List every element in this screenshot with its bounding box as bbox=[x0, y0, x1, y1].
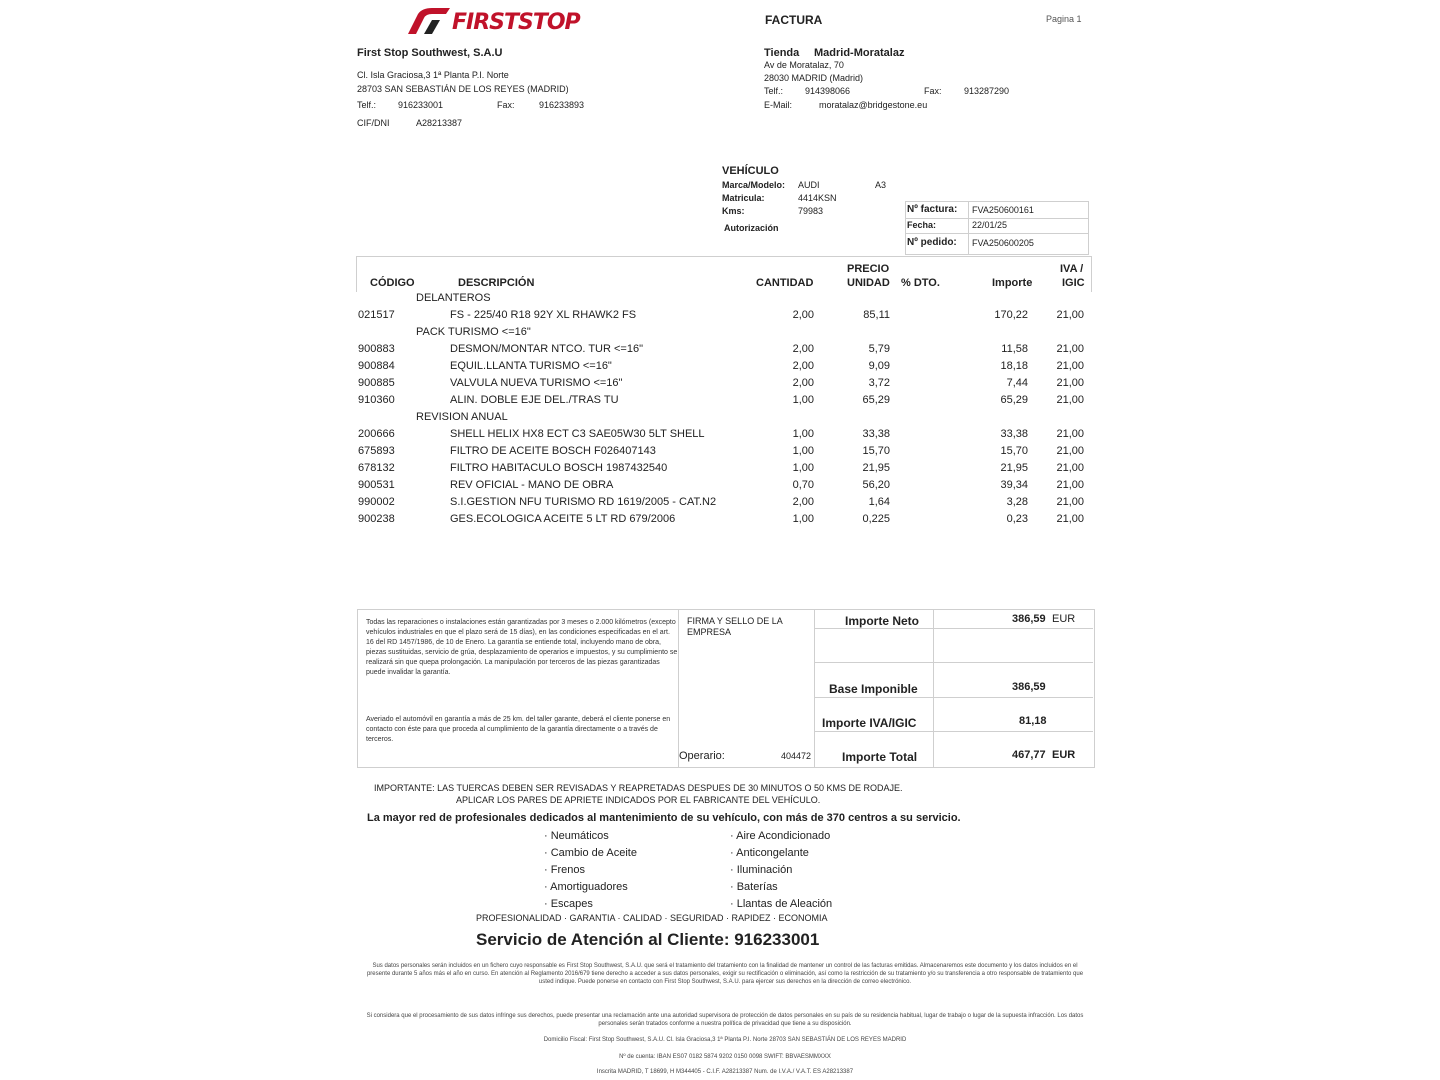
item-description: S.I.GESTION NFU TURISMO RD 1619/2005 - CAT.N2 bbox=[450, 496, 717, 508]
table-row bbox=[356, 358, 1092, 375]
item-code: 021517 bbox=[358, 309, 395, 321]
item-amount: 39,34 bbox=[1000, 479, 1028, 491]
table-row-group bbox=[356, 290, 1092, 307]
item-description: DESMON/MONTAR NTCO. TUR <=16" bbox=[450, 343, 643, 355]
item-description: GES.ECOLOGICA ACEITE 5 LT RD 679/2006 bbox=[450, 513, 676, 525]
operator-label: Operario: bbox=[679, 750, 725, 762]
item-description: SHELL HELIX HX8 ECT C3 SAE05W30 5LT SHELL bbox=[450, 428, 705, 440]
legal-fiscal-address: Domicilio Fiscal: First Stop Southwest, S.A.U. Cl. Isla Graciosa,3 1ª Planta P.I. Norte 28703 SAN SEBASTIÁN DE LOS REYES MADRID bbox=[543, 1037, 907, 1043]
item-price: 21,95 bbox=[862, 462, 890, 474]
item-quantity: 2,00 bbox=[792, 309, 814, 321]
net-amount: 386,59 bbox=[1012, 613, 1046, 625]
item-quantity: 1,00 bbox=[792, 394, 814, 406]
legal-complaint-text: Si considera que el procesamiento de sus datos infringe sus derechos, puede presentar una reclamación ante una autoridad supervisora de protección de datos personales en su país de su residencia habitual, lugar de trabajo o lugar de la supuesta infracción. Los datos personales serán tratados conforme a nuestra política de privacidad que tiene a su disposición. bbox=[366, 1013, 1084, 1027]
invoice-number-label: Nº factura: bbox=[907, 204, 958, 215]
store-tel: 914398066 bbox=[805, 86, 851, 96]
services-list-right bbox=[730, 828, 832, 913]
table-row-group bbox=[356, 324, 1092, 341]
firststop-logo-icon bbox=[404, 6, 452, 36]
item-code: 900885 bbox=[358, 377, 395, 389]
legal-registry: Inscrita MADRID, T 18699, H M344405 - C.I.F. A28213387 Num. de I.V.A./ V.A.T. ES A28213387 bbox=[596, 1069, 854, 1075]
item-quantity: 1,00 bbox=[792, 513, 814, 525]
values-line: PROFESIONALIDAD · GARANTIA · CALIDAD · SEGURIDAD · RAPIDEZ · ECONOMIA bbox=[476, 913, 828, 923]
company-tel-label: Telf.: bbox=[357, 100, 377, 110]
total-amount-label: Importe Total bbox=[842, 750, 918, 764]
header-price-line1: PRECIO bbox=[847, 263, 890, 275]
store-address-1: Av de Moratalaz, 70 bbox=[764, 60, 844, 70]
header-price-line2: UNIDAD bbox=[847, 277, 890, 289]
important-notice-2: APLICAR LOS PARES DE APRIETE INDICADOS POR EL FABRICANTE DEL VEHÍCULO. bbox=[456, 795, 821, 805]
item-amount: 170,22 bbox=[994, 309, 1028, 321]
tax-base-label: Base Imponible bbox=[829, 682, 918, 696]
group-label: PACK TURISMO <=16" bbox=[416, 326, 531, 338]
item-quantity: 2,00 bbox=[792, 360, 814, 372]
total-amount: 467,77 bbox=[1012, 749, 1046, 761]
header-quantity: CANTIDAD bbox=[756, 277, 814, 289]
item-amount: 18,18 bbox=[1000, 360, 1028, 372]
list-item: · Iluminación bbox=[730, 864, 793, 876]
tax-amount: 81,18 bbox=[1019, 715, 1047, 727]
item-price: 1,64 bbox=[868, 496, 890, 508]
group-label: DELANTEROS bbox=[416, 292, 491, 304]
item-description: VALVULA NUEVA TURISMO <=16" bbox=[450, 377, 623, 389]
item-amount: 33,38 bbox=[1000, 428, 1028, 440]
item-iva: 21,00 bbox=[1056, 377, 1084, 389]
item-code: 900238 bbox=[358, 513, 395, 525]
store-address-2: 28030 MADRID (Madrid) bbox=[764, 73, 864, 83]
items-table-body bbox=[356, 290, 1092, 528]
item-quantity: 1,00 bbox=[792, 428, 814, 440]
item-iva: 21,00 bbox=[1056, 343, 1084, 355]
store-fax: 913287290 bbox=[964, 86, 1010, 96]
invoice-date: 22/01/25 bbox=[972, 220, 1008, 230]
item-code: 910360 bbox=[358, 394, 395, 406]
vehicle-km-label: Kms: bbox=[722, 206, 745, 216]
company-cif: A28213387 bbox=[416, 118, 463, 128]
table-row bbox=[356, 341, 1092, 358]
item-iva: 21,00 bbox=[1056, 479, 1084, 491]
item-quantity: 2,00 bbox=[792, 377, 814, 389]
item-price: 56,20 bbox=[862, 479, 890, 491]
vehicle-plate: 4414KSN bbox=[798, 193, 837, 203]
item-price: 5,79 bbox=[868, 343, 890, 355]
header-description: DESCRIPCIÓN bbox=[458, 277, 535, 289]
table-row bbox=[356, 511, 1092, 528]
item-price: 15,70 bbox=[862, 445, 890, 457]
item-code: 678132 bbox=[358, 462, 395, 474]
header-amount: Importe bbox=[992, 277, 1033, 289]
legal-privacy-text: Sus datos personales serán incluidos en un fichero cuyo responsable es First Stop Southwest, S.A.U. que será el tratamiento del tratamiento con la finalidad de mantener un control de las facturas emitidas. Almacenaremos este documento y los datos incluidos en el presente durante 5 años más el año en curso. En atención al Reglamento 2016/679 tiene derecho a acceder a sus datos personales, exigir su rectificación o eliminación, así como la restricción de su tratamiento y/o su transferencia a otro responsable de tratamiento que usted indique. Puede ponerse en contacto con First Stop Southwest, S.A.U. para ejercer sus derechos en la dirección de correo electrónico. bbox=[366, 963, 1084, 985]
item-iva: 21,00 bbox=[1056, 309, 1084, 321]
order-number: FVA250600205 bbox=[972, 238, 1034, 248]
table-row bbox=[356, 375, 1092, 392]
item-price: 9,09 bbox=[868, 360, 890, 372]
item-iva: 21,00 bbox=[1056, 513, 1084, 525]
item-amount: 7,44 bbox=[1006, 377, 1028, 389]
legal-bank-account: Nº de cuenta: IBAN ES07 0182 5874 9202 0150 0098 SWIFT: BBVAESMMXXX bbox=[619, 1054, 831, 1060]
vehicle-plate-label: Matricula: bbox=[722, 193, 765, 203]
operator-id: 404472 bbox=[781, 751, 812, 761]
table-row bbox=[356, 494, 1092, 511]
item-code: 200666 bbox=[358, 428, 395, 440]
item-quantity: 2,00 bbox=[792, 496, 814, 508]
company-address-1: Cl. Isla Graciosa,3 1ª Planta P.I. Norte bbox=[357, 70, 509, 80]
table-row bbox=[356, 392, 1092, 409]
vehicle-title: VEHÍCULO bbox=[722, 165, 779, 177]
store-tel-label: Telf.: bbox=[764, 86, 784, 96]
warranty-remote-text: Averiado el automóvil en garantía a más de 25 km. del taller garante, deberá el cliente ponerse en contacto con éste para que proceda al cumplimiento de la garantía directamente o a través de terceros. bbox=[366, 716, 671, 743]
item-amount: 15,70 bbox=[1000, 445, 1028, 457]
table-row bbox=[356, 443, 1092, 460]
item-amount: 0,23 bbox=[1006, 513, 1028, 525]
item-code: 675893 bbox=[358, 445, 395, 457]
item-description: FS - 225/40 R18 92Y XL RHAWK2 FS bbox=[450, 309, 637, 321]
store-label: Tienda bbox=[764, 47, 800, 59]
item-quantity: 1,00 bbox=[792, 445, 814, 457]
total-currency: EUR bbox=[1052, 749, 1076, 761]
item-iva: 21,00 bbox=[1056, 360, 1084, 372]
list-item: · Frenos bbox=[544, 864, 585, 876]
important-notice-1: IMPORTANTE: LAS TUERCAS DEBEN SER REVISADAS Y REAPRETADAS DESPUES DE 30 MINUTOS O 50 KMS DE RODAJE. bbox=[374, 783, 903, 793]
item-description: FILTRO DE ACEITE BOSCH F026407143 bbox=[450, 445, 656, 457]
vehicle-make: AUDI bbox=[798, 180, 820, 190]
warranty-text: Todas las reparaciones o instalaciones están garantizadas por 3 meses o 2.000 kilómetros (excepto vehículos industriales en que el plazo será de 15 días), en las condiciones especificadas en el art. 16 del RD 1457/1986, de 10 de Enero. La garantía se entiende total, incluyendo mano de obra, piezas sustituidas, servicio de grúa, desplazamiento de operarios e impuestos, y su cumplimiento se realizará sin que quepa prolongación. La manipulación por terceros de las piezas garantizadas puede invalidar la garantía. bbox=[366, 619, 678, 676]
store-email[interactable]: moratalaz@bridgestone.eu bbox=[819, 100, 928, 110]
document-title: FACTURA bbox=[765, 13, 823, 27]
table-row bbox=[356, 477, 1092, 494]
list-item: · Neumáticos bbox=[544, 830, 609, 842]
invoice-date-label: Fecha: bbox=[907, 220, 937, 230]
item-price: 65,29 bbox=[862, 394, 890, 406]
tax-base: 386,59 bbox=[1012, 681, 1046, 693]
item-iva: 21,00 bbox=[1056, 428, 1084, 440]
company-name: First Stop Southwest, S.A.U bbox=[357, 47, 503, 59]
item-quantity: 2,00 bbox=[792, 343, 814, 355]
item-quantity: 0,70 bbox=[792, 479, 814, 491]
item-code: 900883 bbox=[358, 343, 395, 355]
table-row bbox=[356, 307, 1092, 324]
group-label: REVISION ANUAL bbox=[416, 411, 508, 423]
item-code: 900531 bbox=[358, 479, 395, 491]
tax-amount-label: Importe IVA/IGIC bbox=[822, 716, 917, 730]
brand-name: FIRSTSTOP bbox=[452, 10, 580, 35]
item-quantity: 1,00 bbox=[792, 462, 814, 474]
item-description: FILTRO HABITACULO BOSCH 1987432540 bbox=[450, 462, 668, 474]
item-code: 990002 bbox=[358, 496, 395, 508]
list-item: · Llantas de Aleación bbox=[730, 898, 833, 910]
vehicle-model: A3 bbox=[875, 180, 887, 190]
header-code: CÓDIGO bbox=[370, 277, 415, 289]
invoice-number: FVA250600161 bbox=[972, 205, 1034, 215]
item-iva: 21,00 bbox=[1056, 445, 1084, 457]
item-amount: 3,28 bbox=[1006, 496, 1028, 508]
net-amount-label: Importe Neto bbox=[845, 614, 920, 628]
company-tel: 916233001 bbox=[398, 100, 444, 110]
company-address-2: 28703 SAN SEBASTIÁN DE LOS REYES (MADRID) bbox=[357, 84, 569, 94]
vehicle-model-label: Marca/Modelo: bbox=[722, 180, 786, 190]
list-item: · Aire Acondicionado bbox=[730, 830, 831, 842]
item-code: 900884 bbox=[358, 360, 395, 372]
item-amount: 11,58 bbox=[1001, 343, 1028, 355]
table-row-group bbox=[356, 409, 1092, 426]
network-tagline: La mayor red de profesionales dedicados al mantenimiento de su vehículo, con más de 370 centros a su servicio. bbox=[367, 812, 961, 824]
item-iva: 21,00 bbox=[1056, 462, 1084, 474]
item-price: 33,38 bbox=[862, 428, 890, 440]
table-row bbox=[356, 426, 1092, 443]
item-price: 85,11 bbox=[863, 309, 890, 321]
item-description: REV OFICIAL - MANO DE OBRA bbox=[450, 479, 614, 491]
list-item: · Baterías bbox=[730, 881, 778, 893]
vehicle-km: 79983 bbox=[798, 206, 824, 216]
item-price: 3,72 bbox=[868, 377, 890, 389]
company-fax: 916233893 bbox=[539, 100, 585, 110]
store-email-label: E-Mail: bbox=[764, 100, 793, 110]
company-fax-label: Fax: bbox=[497, 100, 515, 110]
list-item: · Escapes bbox=[544, 898, 593, 910]
list-item: · Anticongelante bbox=[730, 847, 809, 859]
vehicle-authorization-label: Autorización bbox=[724, 223, 779, 233]
item-amount: 21,95 bbox=[1000, 462, 1028, 474]
store-name: Madrid-Moratalaz bbox=[814, 47, 905, 59]
store-fax-label: Fax: bbox=[924, 86, 942, 96]
page-number: Pagina 1 bbox=[1046, 14, 1082, 24]
item-amount: 65,29 bbox=[1000, 394, 1028, 406]
item-iva: 21,00 bbox=[1056, 496, 1084, 508]
list-item: · Amortiguadores bbox=[544, 881, 628, 893]
header-discount: % DTO. bbox=[901, 277, 940, 289]
table-row bbox=[356, 460, 1092, 477]
order-number-label: Nº pedido: bbox=[907, 237, 957, 248]
signature-label: FIRMA Y SELLO DE LA EMPRESA bbox=[687, 616, 783, 637]
item-description: EQUIL.LLANTA TURISMO <=16" bbox=[450, 360, 612, 372]
customer-service-line: Servicio de Atención al Cliente: 916233001 bbox=[476, 930, 820, 949]
item-price: 0,225 bbox=[862, 513, 890, 525]
services-list-left bbox=[544, 828, 637, 913]
item-iva: 21,00 bbox=[1056, 394, 1084, 406]
company-cif-label: CIF/DNI bbox=[357, 118, 390, 128]
list-item: · Cambio de Aceite bbox=[544, 847, 637, 859]
net-currency: EUR bbox=[1052, 613, 1076, 625]
header-iva-line1: IVA / bbox=[1060, 263, 1084, 275]
item-description: ALIN. DOBLE EJE DEL./TRAS TU bbox=[450, 394, 619, 406]
header-iva-line2: IGIC bbox=[1062, 277, 1085, 289]
